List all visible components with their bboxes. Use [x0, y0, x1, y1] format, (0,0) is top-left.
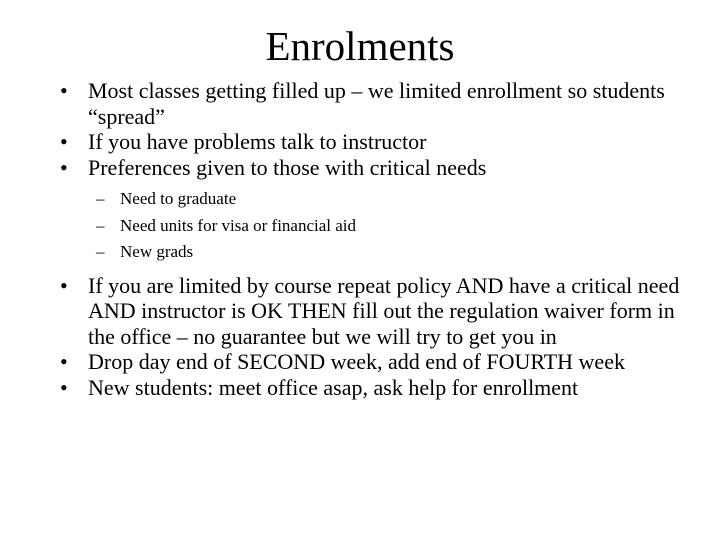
bullet-text: New students: meet office asap, ask help for enrollment [88, 374, 579, 400]
bullet-marker: • [60, 129, 68, 154]
bullet-item [60, 155, 680, 181]
bullet-text: Most classes getting filled up – we limited enrollment so students “spread” [88, 78, 665, 129]
sub-bullet-marker: – [96, 242, 105, 261]
bullet-marker: • [60, 349, 68, 374]
bullet-item [60, 375, 680, 401]
sub-bullet-text: Need units for visa or financial aid [120, 215, 357, 235]
sub-bullet-text: New grads [120, 242, 194, 261]
bullet-marker: • [60, 78, 68, 103]
bullet-item [60, 78, 680, 129]
sub-bullet-marker: – [96, 189, 105, 208]
bullet-marker: • [60, 374, 68, 400]
sub-bullet-item [60, 186, 680, 213]
bullet-marker: • [60, 154, 68, 180]
bullet-marker: • [60, 272, 68, 298]
bullet-item [60, 129, 680, 155]
spacer [60, 266, 680, 273]
bullet-item [60, 273, 680, 350]
slide-title: Enrolments [265, 23, 455, 69]
bullet-item [60, 349, 680, 375]
slide-body [60, 78, 680, 400]
sub-bullet-item [60, 213, 680, 240]
sub-bullet-text: Need to graduate [120, 189, 237, 208]
bullet-text: Preferences given to those with critical needs [88, 154, 487, 180]
bullet-text: If you have problems talk to instructor [88, 129, 427, 154]
bullet-text: Drop day end of SECOND week, add end of FOURTH week [88, 349, 625, 374]
sub-bullet-item [60, 239, 680, 266]
bullet-text: If you are limited by course repeat policy AND have a critical need AND instructor is OK THEN fill out the regulation waiver form in the office – no guarantee but we will try to get you in [88, 272, 680, 349]
sub-bullet-marker: – [96, 215, 105, 235]
